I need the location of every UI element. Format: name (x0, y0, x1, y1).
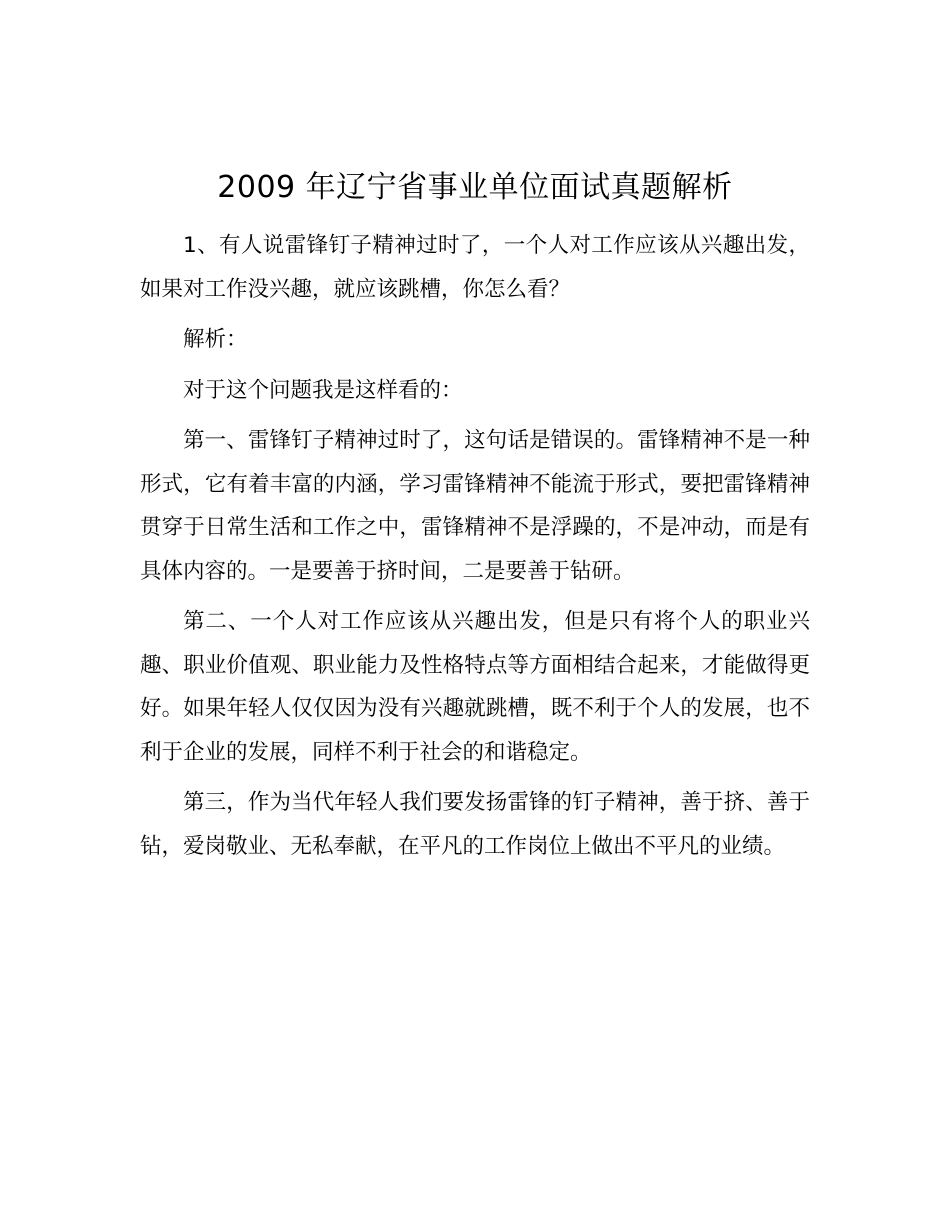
document-body (140, 224, 810, 875)
analysis-heading: 解析： (183, 327, 248, 352)
point-two-paragraph: 第二、一个人对工作应该从兴趣出发，但是只有将个人的职业兴趣、职业价值观、职业能力及性格特点等方面相结合起来，才能做得更好。如果年轻人仅仅因为没有兴趣就跳槽，既不利于个人的发展，也不利于企业的发展，同样不利于社会的和谐稳定。 (140, 609, 810, 765)
question-paragraph: 1、有人说雷锋钉子精神过时了，一个人对工作应该从兴趣出发，如果对工作没兴趣，就应该跳槽，你怎么看？ (140, 233, 810, 302)
intro-paragraph: 对于这个问题我是这样看的： (183, 377, 463, 403)
document-title: 2009 年辽宁省事业单位面试真题解析 (217, 170, 733, 205)
point-three-paragraph: 第三，作为当代年轻人我们要发扬雷锋的钉子精神，善于挤、善于钻，爱岗敬业、无私奉献，在平凡的工作岗位上做出不平凡的业绩。 (140, 790, 810, 859)
point-one-paragraph: 第一、雷锋钉子精神过时了，这句话是错误的。雷锋精神不是一种形式，它有着丰富的内涵，学习雷锋精神不能流于形式，要把雷锋精神贯穿于日常生活和工作之中，雷锋精神不是浮躁的，不是冲动，而是有具体内容的。一是要善于挤时间，二是要善于钻研。 (140, 428, 810, 584)
